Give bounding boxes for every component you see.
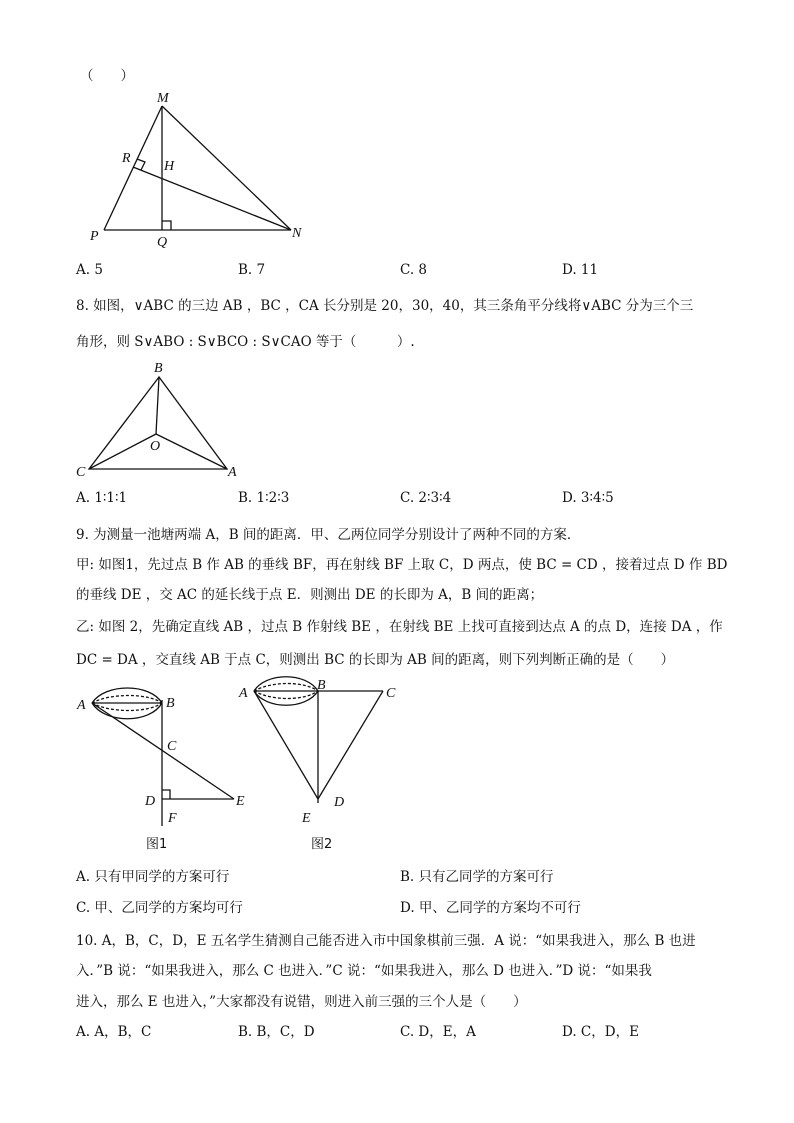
q9-f2-pond-outer-top: [254, 677, 318, 691]
q8-label-B: B: [154, 361, 163, 376]
q9-f2-pond-inner-top: [254, 684, 318, 692]
q9-stem-line1: 9. 为测量一池塘两端 A，B 间的距离．甲、乙两位同学分别设计了两种不同的方案．: [76, 527, 581, 543]
q9-f1-caption: 图1: [146, 837, 168, 852]
q9-f2-line-AD: [254, 691, 318, 799]
q8-option-d[interactable]: D. 3∶4∶5: [562, 490, 614, 506]
q8-stem-line1: 8. 如图，∨ABC 的三边 AB ，BC ，CA 长分别是 20，30，40，其三条角平分线将∨ABC 分为三个三: [76, 298, 694, 314]
q7-label-M: M: [157, 91, 169, 106]
q9-f1-label-C: C: [167, 739, 177, 754]
q9-f2-caption: 图2: [311, 837, 333, 852]
q8-option-c[interactable]: C. 2∶3∶4: [400, 490, 452, 506]
q9-f2-pond-inner-bottom: [254, 691, 318, 699]
q9-f1-label-B: B: [166, 696, 175, 711]
q10-stem-line1: 10. A，B，C，D，E 五名学生猜测自己能否进入市中国象棋前三强．A 说：“如果我进入，那么 B 也进: [76, 933, 696, 949]
q9-f2-label-C: C: [386, 686, 396, 701]
q10-stem-line3: 进入，那么 E 也进入，”大家都没有说错，则进入前三强的三个人是（ ）: [76, 994, 527, 1010]
q9-stem-line3: 的垂线 DE ，交 AC 的延长线于点 E．则测出 DE 的长即为 A，B 间的距离；: [76, 587, 544, 603]
q8-option-b[interactable]: B. 1∶2∶3: [238, 490, 290, 506]
q8-label-C: C: [76, 465, 86, 480]
q9-f2-line-CD: [318, 691, 383, 799]
q10-option-d[interactable]: D. C，D，E: [562, 1024, 639, 1040]
q7-option-d[interactable]: D. 11: [562, 262, 599, 278]
q8-label-A: A: [228, 465, 237, 480]
q7-option-a[interactable]: A. 5: [76, 262, 103, 278]
q8-label-O: O: [150, 439, 161, 454]
q9-f1-label-F: F: [168, 811, 177, 826]
q7-label-R: R: [122, 151, 131, 166]
q7-option-c[interactable]: C. 8: [400, 262, 428, 278]
q9-f1-label-D: D: [145, 794, 156, 809]
q8-stem-line2: 角形，则 S∨ABO : S∨BCO : S∨CAO 等于（ ）.: [76, 334, 415, 350]
q9-f1-label-A: A: [77, 698, 86, 713]
q9-option-c[interactable]: C. 甲、乙同学的方案均可行: [76, 900, 243, 916]
q9-option-a[interactable]: A. 只有甲同学的方案可行: [76, 869, 230, 885]
q7-label-H: H: [164, 159, 175, 174]
q10-stem-line2: 入．”B 说：“如果我进入，那么 C 也进入．”C 说：“如果我进入，那么 D 也进入．”D 说：“如果我: [76, 963, 652, 979]
q9-f1-label-E: E: [236, 794, 245, 809]
q9-f2-pond-outer-bottom: [254, 691, 318, 705]
q9-stem-line5: DC = DA ，交直线 AB 于点 C，则测出 BC 的长即为 AB 间的距离，则下列判断正确的是（ ）: [76, 652, 675, 668]
q9-option-d[interactable]: D. 甲、乙同学的方案均不可行: [400, 900, 581, 916]
q9-f1-right-angle-D: [162, 790, 170, 799]
q9-f2-label-A: A: [239, 686, 248, 701]
q10-option-a[interactable]: A. A，B，C: [76, 1024, 152, 1040]
q10-option-c[interactable]: C. D，E，A: [400, 1024, 476, 1040]
q7-label-P: P: [90, 229, 99, 244]
q9-f2-label-D: D: [334, 795, 345, 810]
q9-f1-pond-inner-top: [92, 696, 162, 704]
q9-f2-label-B: B: [317, 678, 326, 693]
q8-option-a[interactable]: A. 1∶1∶1: [76, 490, 128, 506]
q7-label-Q: Q: [157, 235, 168, 250]
q9-f2-label-E: E: [302, 811, 311, 826]
q9-stem-line2: 甲: 如图1，先过点 B 作 AB 的垂线 BF，再在射线 BF 上取 C，D 两点，使 BC = CD ，接着过点 D 作 BD: [76, 557, 728, 573]
q10-option-b[interactable]: B. B，C，D: [238, 1024, 315, 1040]
answer-bracket: （ ）: [80, 68, 134, 84]
q9-option-b[interactable]: B. 只有乙同学的方案可行: [400, 869, 554, 885]
q7-option-b[interactable]: B. 7: [238, 262, 266, 278]
q9-stem-line4: 乙: 如图 2，先确定直线 AB ，过点 B 作射线 BE ，在射线 BE 上找可直接到达点 A 的点 D，连接 DA ，作: [76, 619, 723, 635]
q9-f1-line-AE: [92, 703, 234, 799]
q7-label-N: N: [292, 226, 302, 241]
